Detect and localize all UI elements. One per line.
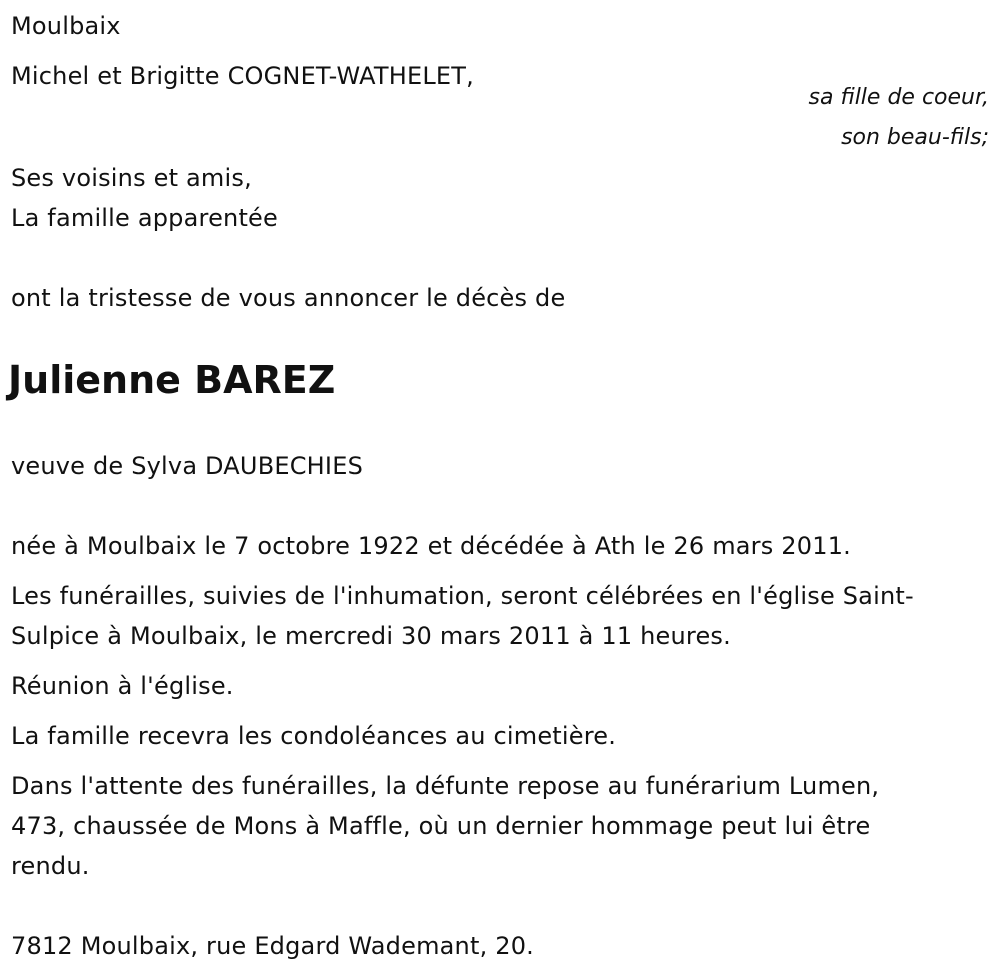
relatives-line: La famille apparentée — [11, 204, 278, 232]
repose-line-3: rendu. — [11, 852, 90, 880]
relation-line-2: son beau-fils; — [841, 125, 989, 150]
widow-of-line: veuve de Sylva DAUBECHIES — [11, 452, 364, 480]
repose-line-1: Dans l'attente des funérailles, la défunte repose au funérarium Lumen, — [11, 772, 880, 800]
town-line: Moulbaix — [11, 12, 121, 40]
neighbors-line: Ses voisins et amis, — [11, 164, 252, 192]
funeral-line-2: Sulpice à Moulbaix, le mercredi 30 mars 2011 à 11 heures. — [11, 622, 731, 650]
deceased-name: Julienne BAREZ — [8, 358, 336, 402]
announcement-line: ont la tristesse de vous annoncer le décès de — [11, 284, 566, 312]
repose-line-2: 473, chaussée de Mons à Maffle, où un dernier hommage peut lui être — [11, 812, 871, 840]
family-line: Michel et Brigitte COGNET-WATHELET, — [11, 62, 474, 90]
condolences-line: La famille recevra les condoléances au cimetière. — [11, 722, 617, 750]
address-line: 7812 Moulbaix, rue Edgard Wademant, 20. — [11, 932, 535, 960]
funeral-line-1: Les funérailles, suivies de l'inhumation, seront célébrées en l'église Saint- — [11, 582, 914, 610]
relation-line-1: sa fille de coeur, — [808, 85, 989, 110]
meeting-line: Réunion à l'église. — [11, 672, 234, 700]
birth-death-line: née à Moulbaix le 7 octobre 1922 et décédée à Ath le 26 mars 2011. — [11, 532, 851, 560]
